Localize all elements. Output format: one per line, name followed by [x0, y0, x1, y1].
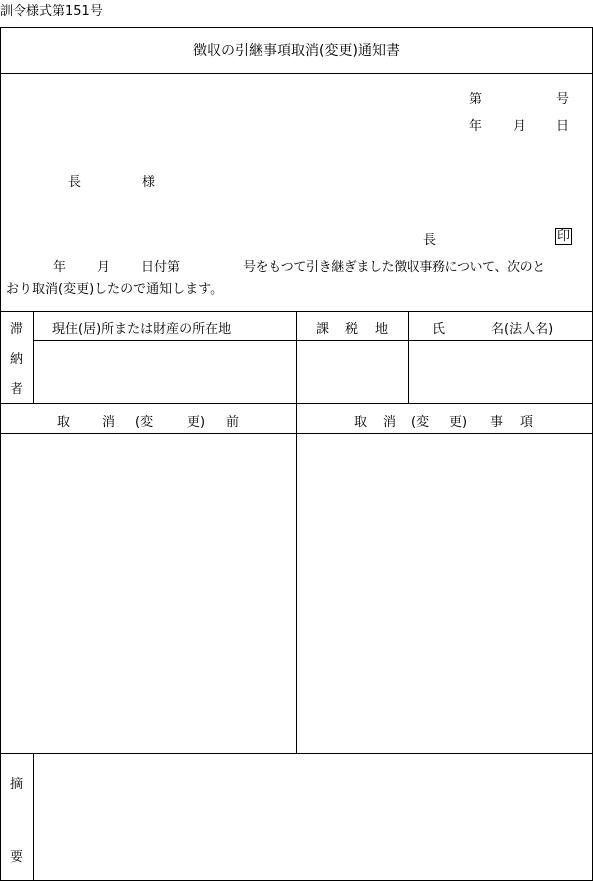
taxpayer-col-line-2	[296, 311, 297, 403]
addressee-sama: 様	[142, 175, 156, 190]
left-header-2: 消	[102, 415, 116, 430]
body-month: 月	[97, 260, 111, 275]
right-header-2: 消	[383, 415, 397, 430]
change-col-line	[296, 403, 297, 753]
remarks-label-2: 要	[10, 850, 24, 865]
form-title: 徴収の引継事項取消(変更)通知書	[193, 43, 400, 59]
col-header-taxplace-1: 課	[316, 322, 330, 337]
remarks-col-line	[33, 753, 34, 881]
right-header-3: (変	[411, 415, 430, 430]
divider-taxpayer-header	[33, 340, 593, 341]
form-number: 訓令様式第151号	[0, 4, 103, 19]
body-year: 年	[53, 260, 67, 275]
col-header-name-b: 名(法人名)	[491, 322, 554, 337]
taxpayer-col-line-1	[33, 311, 34, 403]
col-header-taxplace-2: 税	[345, 322, 359, 337]
left-header-1: 取	[57, 415, 71, 430]
divider-change-bottom	[0, 753, 593, 754]
taxpayer-side-label-3: 者	[10, 382, 24, 397]
divider-title	[0, 73, 593, 74]
remarks-label-1: 摘	[10, 777, 24, 792]
right-header-1: 取	[354, 415, 368, 430]
body-date-number: 日付第	[141, 260, 181, 275]
addressee-cho: 長	[68, 175, 82, 190]
left-header-3: (変	[135, 415, 154, 430]
dai-label: 第	[469, 92, 483, 107]
right-header-5: 事	[490, 415, 504, 430]
month-label: 月	[513, 119, 527, 134]
right-header-4: 更)	[449, 415, 468, 430]
seal-mark: 印	[557, 229, 571, 244]
col-header-address: 現住(居)所または財産の所在地	[52, 322, 232, 337]
col-header-taxplace-3: 地	[375, 322, 389, 337]
right-header-6: 項	[520, 415, 534, 430]
day-label: 日	[556, 119, 570, 134]
col-header-name-a: 氏	[432, 322, 446, 337]
taxpayer-side-label-1: 滞	[10, 322, 24, 337]
go-label: 号	[556, 92, 570, 107]
left-header-5: 前	[226, 415, 240, 430]
taxpayer-col-line-3	[408, 311, 409, 403]
taxpayer-side-label-2: 納	[10, 352, 24, 367]
body-line2: おり取消(変更)したので通知します。	[6, 282, 224, 297]
left-header-4: 更)	[187, 415, 206, 430]
body-line1: 号をもつて引き継ぎました徴収事務について、次のと	[243, 260, 545, 275]
year-label: 年	[469, 119, 483, 134]
sender-cho: 長	[423, 233, 437, 248]
